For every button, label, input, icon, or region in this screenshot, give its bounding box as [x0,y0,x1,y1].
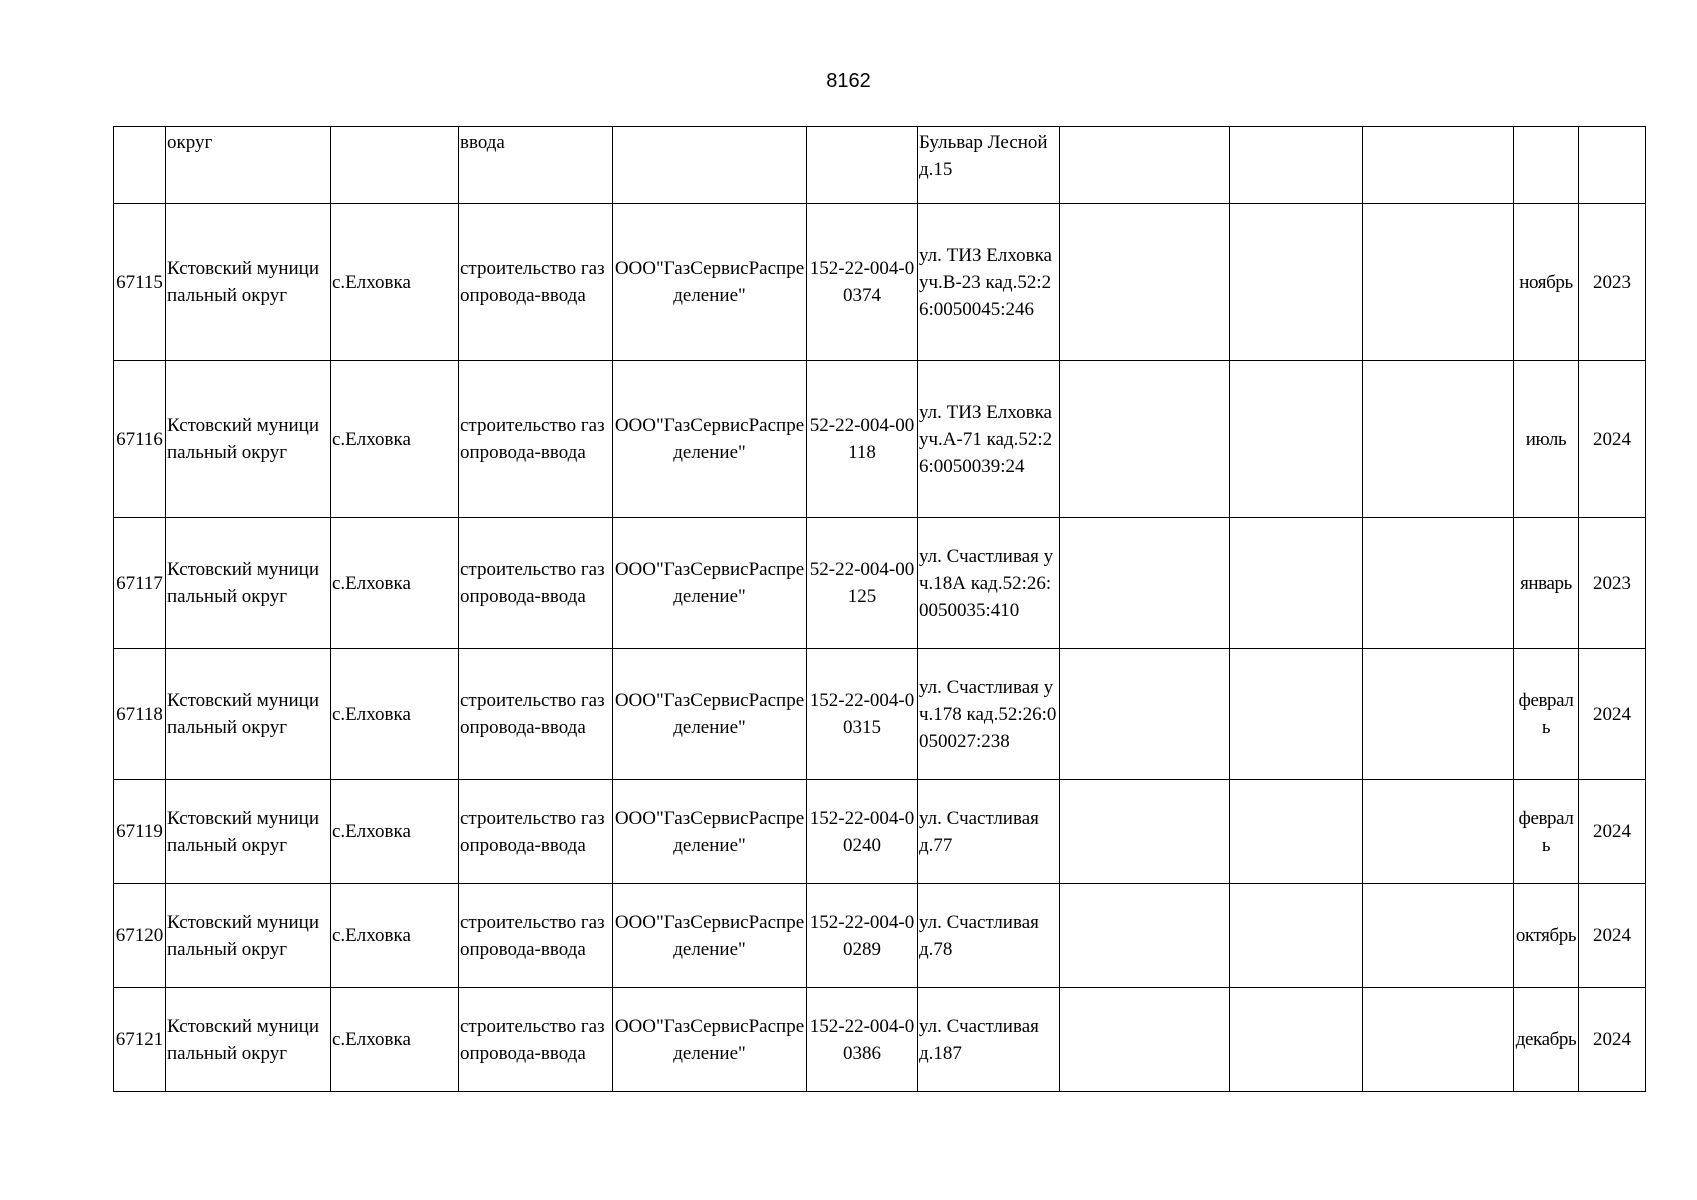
empty-cell [1230,204,1363,361]
empty-cell [1060,127,1230,204]
district-cell: Кстовский муниципальный округ [166,204,331,361]
organization-cell: ООО"ГазСервисРаспределение" [613,361,807,518]
locality-cell: с.Елховка [331,780,459,884]
locality-cell: с.Елховка [331,649,459,780]
code-cell: 152-22-004-00240 [807,780,918,884]
empty-cell [1363,361,1514,518]
address-cell: ул. Счастливая д.77 [918,780,1060,884]
table-row [114,884,1646,988]
locality-cell: с.Елховка [331,518,459,649]
district-cell: Кстовский муниципальный округ [166,884,331,988]
empty-cell [1230,649,1363,780]
work-type-cell: строительство газопровода-ввода [459,649,613,780]
empty-cell [1230,127,1363,204]
address-cell: ул. Счастливая д.187 [918,988,1060,1092]
district-cell: Кстовский муниципальный округ [166,988,331,1092]
locality-cell: с.Елховка [331,204,459,361]
empty-cell [1230,518,1363,649]
row-number-cell: 67116 [114,361,166,518]
work-type-cell: строительство газопровода-ввода [459,204,613,361]
row-number-cell: 67119 [114,780,166,884]
code-cell: 52-22-004-00125 [807,518,918,649]
month-cell [1514,127,1579,204]
locality-cell: с.Елховка [331,884,459,988]
district-cell: Кстовский муниципальный округ [166,649,331,780]
empty-cell [1060,204,1230,361]
year-cell: 2024 [1579,780,1646,884]
year-cell: 2023 [1579,204,1646,361]
organization-cell: ООО"ГазСервисРаспределение" [613,518,807,649]
work-type-cell: строительство газопровода-ввода [459,518,613,649]
row-number-cell: 67118 [114,649,166,780]
empty-cell [1060,518,1230,649]
empty-cell [1060,988,1230,1092]
month-cell: июль [1514,361,1579,518]
organization-cell: ООО"ГазСервисРаспределение" [613,780,807,884]
locality-cell: с.Елховка [331,988,459,1092]
empty-cell [1363,988,1514,1092]
empty-cell [1363,649,1514,780]
empty-cell [1060,649,1230,780]
empty-cell [1060,884,1230,988]
empty-cell [1363,884,1514,988]
organization-cell [613,127,807,204]
row-number-cell: 67117 [114,518,166,649]
district-cell: Кстовский муниципальный округ [166,518,331,649]
empty-cell [1060,361,1230,518]
page-number: 8162 [826,70,871,92]
empty-cell [1230,988,1363,1092]
year-cell: 2024 [1579,361,1646,518]
code-cell: 52-22-004-00118 [807,361,918,518]
organization-cell: ООО"ГазСервисРаспределение" [613,884,807,988]
year-cell [1579,127,1646,204]
table-row [114,518,1646,649]
address-cell: ул. ТИЗ Елховка уч.В-23 кад.52:26:0050045:246 [918,204,1060,361]
empty-cell [1363,518,1514,649]
row-number-cell: 67120 [114,884,166,988]
address-cell: ул. Счастливая уч.178 кад.52:26:0050027:238 [918,649,1060,780]
month-cell: ноябрь [1514,204,1579,361]
table-body [114,127,1646,1092]
empty-cell [1363,204,1514,361]
work-type-cell: строительство газопровода-ввода [459,884,613,988]
year-cell: 2024 [1579,988,1646,1092]
locality-cell [331,127,459,204]
month-cell: октябрь [1514,884,1579,988]
organization-cell: ООО"ГазСервисРаспределение" [613,988,807,1092]
empty-cell [1230,884,1363,988]
table-row [114,988,1646,1092]
address-cell: Бульвар Лесной д.15 [918,127,1060,204]
table-row [114,649,1646,780]
month-cell: январь [1514,518,1579,649]
month-cell: февраль [1514,780,1579,884]
organization-cell: ООО"ГазСервисРаспределение" [613,204,807,361]
year-cell: 2023 [1579,518,1646,649]
district-cell: Кстовский муниципальный округ [166,361,331,518]
table-row [114,127,1646,204]
month-cell: декабрь [1514,988,1579,1092]
code-cell: 152-22-004-00386 [807,988,918,1092]
work-type-cell: ввода [459,127,613,204]
locality-cell: с.Елховка [331,361,459,518]
year-cell: 2024 [1579,884,1646,988]
row-number-cell: 67121 [114,988,166,1092]
table-row [114,361,1646,518]
empty-cell [1060,780,1230,884]
empty-cell [1230,780,1363,884]
work-type-cell: строительство газопровода-ввода [459,780,613,884]
year-cell: 2024 [1579,649,1646,780]
code-cell [807,127,918,204]
district-cell: Кстовский муниципальный округ [166,780,331,884]
code-cell: 152-22-004-00289 [807,884,918,988]
code-cell: 152-22-004-00315 [807,649,918,780]
register-table [113,126,1646,1092]
row-number-cell [114,127,166,204]
code-cell: 152-22-004-00374 [807,204,918,361]
empty-cell [1363,780,1514,884]
row-number-cell: 67115 [114,204,166,361]
empty-cell [1230,361,1363,518]
table-row [114,204,1646,361]
table-row [114,780,1646,884]
address-cell: ул. Счастливая д.78 [918,884,1060,988]
work-type-cell: строительство газопровода-ввода [459,988,613,1092]
work-type-cell: строительство газопровода-ввода [459,361,613,518]
address-cell: ул. ТИЗ Елховка уч.А-71 кад.52:26:0050039:24 [918,361,1060,518]
empty-cell [1363,127,1514,204]
address-cell: ул. Счастливая уч.18А кад.52:26:0050035:410 [918,518,1060,649]
district-cell: округ [166,127,331,204]
organization-cell: ООО"ГазСервисРаспределение" [613,649,807,780]
month-cell: февраль [1514,649,1579,780]
